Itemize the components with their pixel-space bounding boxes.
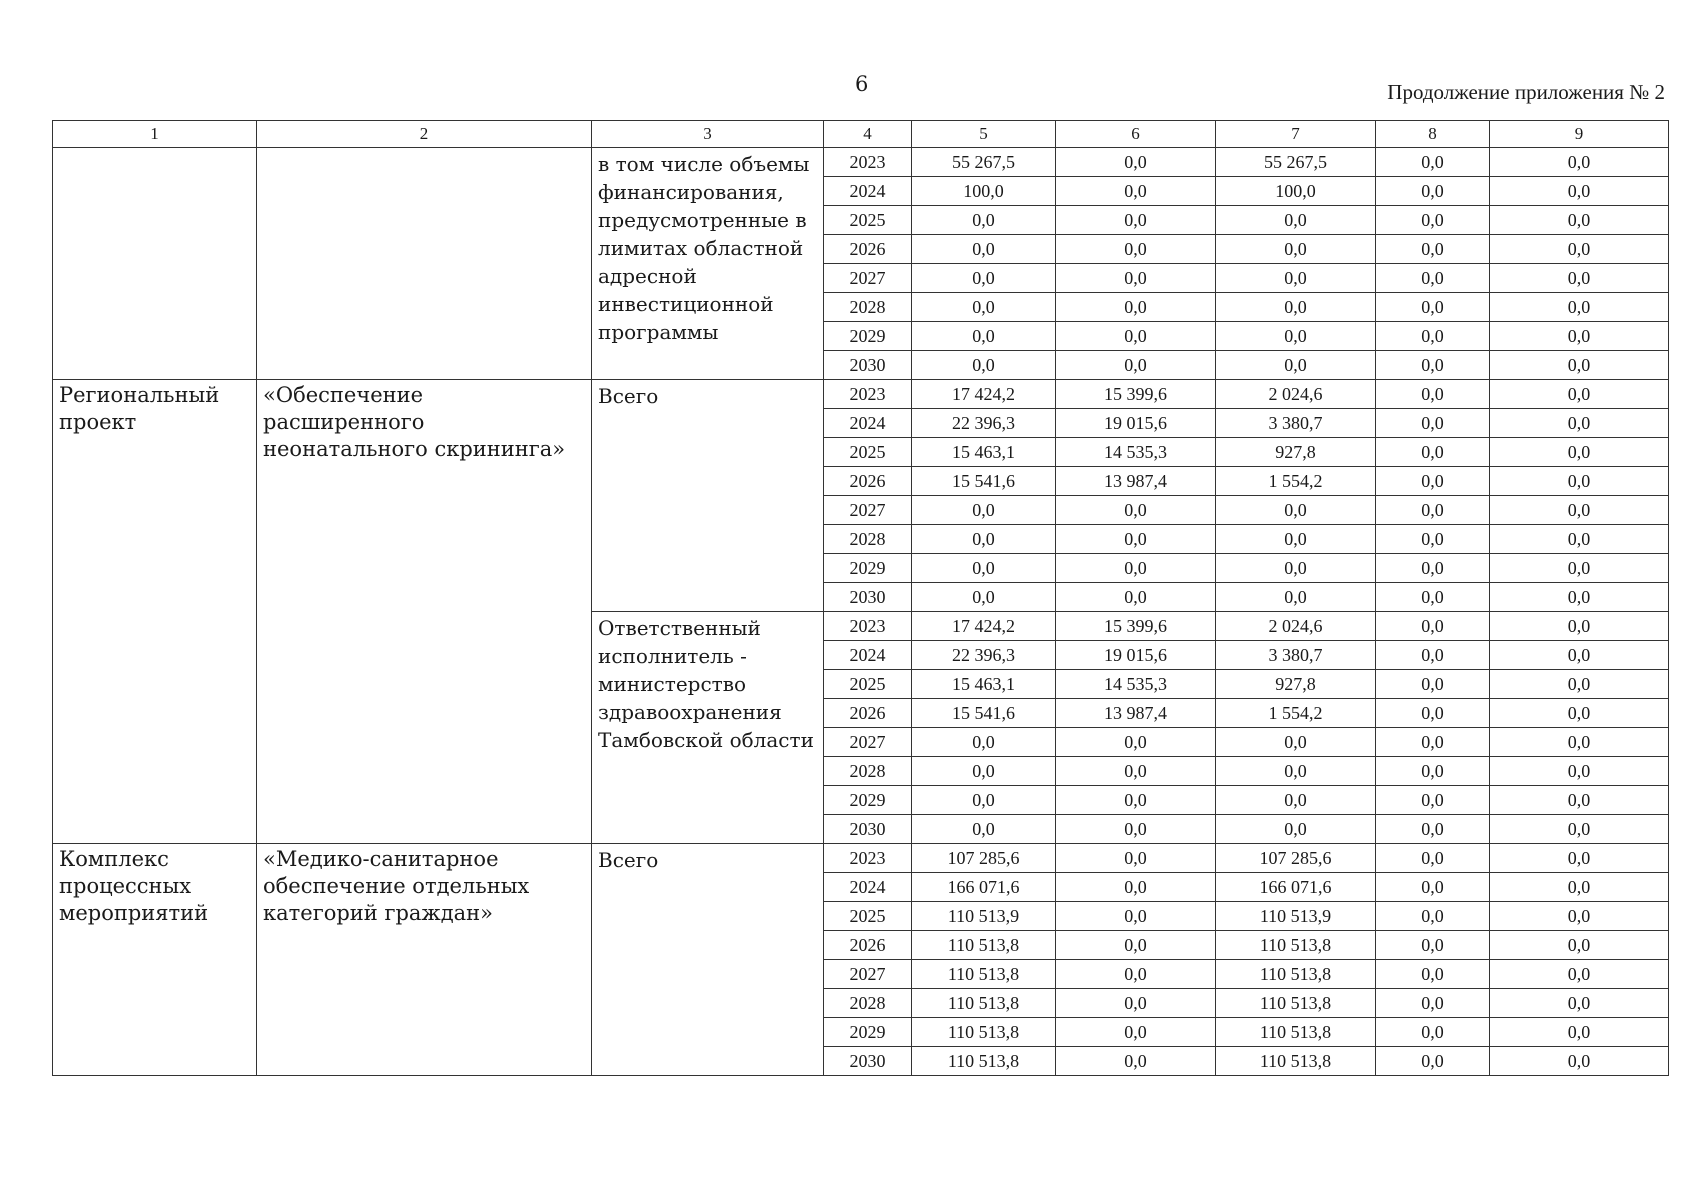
funding-source-cell: в том числе объемы финансирования, предусмотренные в лимитах областной адресной инвестиционной программы (592, 148, 824, 380)
funding-source-cell: Всего (592, 380, 824, 612)
year-cell: 2030 (824, 351, 912, 380)
amount-cell: 0,0 (1490, 670, 1669, 699)
amount-cell: 0,0 (1490, 409, 1669, 438)
amount-cell: 0,0 (1216, 496, 1376, 525)
amount-cell: 0,0 (912, 554, 1056, 583)
year-cell: 2024 (824, 409, 912, 438)
amount-cell: 0,0 (1376, 496, 1490, 525)
amount-cell: 110 513,8 (1216, 989, 1376, 1018)
amount-cell: 0,0 (912, 206, 1056, 235)
amount-cell: 0,0 (1376, 583, 1490, 612)
amount-cell: 0,0 (1056, 264, 1216, 293)
amount-cell: 0,0 (1376, 815, 1490, 844)
amount-cell: 0,0 (912, 757, 1056, 786)
amount-cell: 13 987,4 (1056, 467, 1216, 496)
column-header: 2 (257, 121, 592, 148)
amount-cell: 0,0 (1490, 583, 1669, 612)
year-cell: 2030 (824, 583, 912, 612)
year-cell: 2026 (824, 931, 912, 960)
amount-cell: 0,0 (1216, 815, 1376, 844)
amount-cell: 927,8 (1216, 670, 1376, 699)
amount-cell: 0,0 (1056, 148, 1216, 177)
amount-cell: 17 424,2 (912, 612, 1056, 641)
amount-cell: 0,0 (1376, 641, 1490, 670)
year-cell: 2030 (824, 815, 912, 844)
table-row (53, 148, 1669, 177)
amount-cell: 927,8 (1216, 438, 1376, 467)
amount-cell: 0,0 (912, 264, 1056, 293)
amount-cell: 0,0 (1490, 641, 1669, 670)
amount-cell: 0,0 (1056, 902, 1216, 931)
amount-cell: 0,0 (1376, 728, 1490, 757)
amount-cell: 0,0 (1056, 989, 1216, 1018)
year-cell: 2024 (824, 641, 912, 670)
amount-cell: 110 513,9 (912, 902, 1056, 931)
year-cell: 2024 (824, 177, 912, 206)
year-cell: 2025 (824, 206, 912, 235)
amount-cell: 0,0 (1490, 1047, 1669, 1076)
year-cell: 2023 (824, 612, 912, 641)
amount-cell: 3 380,7 (1216, 409, 1376, 438)
amount-cell: 0,0 (1056, 206, 1216, 235)
amount-cell: 0,0 (912, 496, 1056, 525)
amount-cell: 0,0 (1490, 844, 1669, 873)
amount-cell: 0,0 (1376, 438, 1490, 467)
amount-cell: 110 513,8 (1216, 960, 1376, 989)
amount-cell: 0,0 (1490, 931, 1669, 960)
column-header: 4 (824, 121, 912, 148)
amount-cell: 15 541,6 (912, 699, 1056, 728)
column-header: 1 (53, 121, 257, 148)
amount-cell: 110 513,8 (912, 989, 1056, 1018)
amount-cell: 0,0 (1376, 293, 1490, 322)
amount-cell: 0,0 (1376, 235, 1490, 264)
year-cell: 2029 (824, 554, 912, 583)
amount-cell: 0,0 (1376, 699, 1490, 728)
event-name-cell: «Медико-санитарное обеспечение отдельных категорий граждан» (257, 844, 592, 1076)
amount-cell: 15 399,6 (1056, 380, 1216, 409)
year-cell: 2026 (824, 467, 912, 496)
column-header: 3 (592, 121, 824, 148)
amount-cell: 0,0 (1490, 496, 1669, 525)
amount-cell: 0,0 (1490, 873, 1669, 902)
amount-cell: 0,0 (1490, 554, 1669, 583)
year-cell: 2023 (824, 844, 912, 873)
amount-cell: 100,0 (912, 177, 1056, 206)
amount-cell: 0,0 (1490, 438, 1669, 467)
amount-cell: 0,0 (1376, 148, 1490, 177)
amount-cell: 2 024,6 (1216, 380, 1376, 409)
amount-cell: 0,0 (1376, 670, 1490, 699)
year-cell: 2027 (824, 728, 912, 757)
amount-cell: 17 424,2 (912, 380, 1056, 409)
amount-cell: 1 554,2 (1216, 467, 1376, 496)
amount-cell: 110 513,8 (1216, 1018, 1376, 1047)
year-cell: 2028 (824, 525, 912, 554)
column-header: 7 (1216, 121, 1376, 148)
amount-cell: 0,0 (1490, 612, 1669, 641)
amount-cell: 0,0 (1376, 467, 1490, 496)
amount-cell: 0,0 (1216, 786, 1376, 815)
amount-cell: 0,0 (1216, 264, 1376, 293)
amount-cell: 0,0 (912, 728, 1056, 757)
amount-cell: 0,0 (912, 322, 1056, 351)
amount-cell: 0,0 (1376, 1018, 1490, 1047)
amount-cell: 22 396,3 (912, 641, 1056, 670)
amount-cell: 0,0 (1216, 293, 1376, 322)
column-header: 9 (1490, 121, 1669, 148)
amount-cell: 166 071,6 (912, 873, 1056, 902)
amount-cell: 0,0 (1216, 583, 1376, 612)
year-cell: 2028 (824, 989, 912, 1018)
amount-cell: 107 285,6 (1216, 844, 1376, 873)
table-row (53, 380, 1669, 409)
amount-cell: 0,0 (912, 786, 1056, 815)
year-cell: 2027 (824, 264, 912, 293)
amount-cell: 1 554,2 (1216, 699, 1376, 728)
amount-cell: 0,0 (1376, 206, 1490, 235)
amount-cell: 55 267,5 (912, 148, 1056, 177)
amount-cell: 19 015,6 (1056, 641, 1216, 670)
amount-cell: 0,0 (1490, 206, 1669, 235)
amount-cell: 0,0 (1490, 525, 1669, 554)
amount-cell: 0,0 (1376, 757, 1490, 786)
amount-cell: 110 513,8 (912, 1047, 1056, 1076)
amount-cell: 0,0 (1376, 612, 1490, 641)
amount-cell: 166 071,6 (1216, 873, 1376, 902)
event-type-cell: Региональный проект (53, 380, 257, 844)
amount-cell: 0,0 (1056, 351, 1216, 380)
amount-cell: 0,0 (1056, 960, 1216, 989)
column-header: 6 (1056, 121, 1216, 148)
amount-cell: 0,0 (1490, 1018, 1669, 1047)
year-cell: 2025 (824, 902, 912, 931)
amount-cell: 0,0 (1376, 554, 1490, 583)
column-header: 8 (1376, 121, 1490, 148)
amount-cell: 110 513,9 (1216, 902, 1376, 931)
amount-cell: 0,0 (1056, 873, 1216, 902)
amount-cell: 0,0 (1490, 293, 1669, 322)
amount-cell: 0,0 (1490, 322, 1669, 351)
year-cell: 2026 (824, 235, 912, 264)
amount-cell: 3 380,7 (1216, 641, 1376, 670)
year-cell: 2025 (824, 670, 912, 699)
amount-cell: 0,0 (912, 525, 1056, 554)
amount-cell: 110 513,8 (912, 1018, 1056, 1047)
amount-cell: 13 987,4 (1056, 699, 1216, 728)
amount-cell: 0,0 (1490, 902, 1669, 931)
amount-cell: 14 535,3 (1056, 438, 1216, 467)
amount-cell: 0,0 (1376, 525, 1490, 554)
amount-cell: 22 396,3 (912, 409, 1056, 438)
amount-cell: 0,0 (1216, 322, 1376, 351)
amount-cell: 15 463,1 (912, 438, 1056, 467)
amount-cell: 110 513,8 (1216, 931, 1376, 960)
amount-cell: 0,0 (1216, 351, 1376, 380)
page-number: 6 (855, 72, 869, 96)
year-cell: 2028 (824, 757, 912, 786)
amount-cell: 0,0 (1490, 728, 1669, 757)
amount-cell: 0,0 (912, 583, 1056, 612)
amount-cell: 0,0 (912, 351, 1056, 380)
amount-cell: 0,0 (1376, 264, 1490, 293)
amount-cell: 0,0 (1056, 322, 1216, 351)
year-cell: 2023 (824, 148, 912, 177)
table-body (53, 148, 1669, 1076)
amount-cell: 0,0 (1216, 728, 1376, 757)
amount-cell: 0,0 (1490, 148, 1669, 177)
amount-cell: 0,0 (1056, 815, 1216, 844)
year-cell: 2024 (824, 873, 912, 902)
amount-cell: 0,0 (1056, 728, 1216, 757)
amount-cell: 0,0 (1376, 409, 1490, 438)
amount-cell: 0,0 (1056, 235, 1216, 264)
amount-cell: 0,0 (1056, 844, 1216, 873)
year-cell: 2028 (824, 293, 912, 322)
amount-cell: 0,0 (1490, 264, 1669, 293)
amount-cell: 0,0 (1376, 1047, 1490, 1076)
amount-cell: 0,0 (1376, 931, 1490, 960)
amount-cell: 0,0 (1376, 177, 1490, 206)
amount-cell: 107 285,6 (912, 844, 1056, 873)
amount-cell: 0,0 (1490, 699, 1669, 728)
funding-source-cell: Ответственный исполнитель - министерство здравоохранения Тамбовской области (592, 612, 824, 844)
amount-cell: 0,0 (1376, 786, 1490, 815)
amount-cell: 0,0 (1056, 525, 1216, 554)
financing-table (52, 120, 1669, 1076)
amount-cell: 0,0 (1490, 815, 1669, 844)
amount-cell: 0,0 (912, 815, 1056, 844)
amount-cell: 15 399,6 (1056, 612, 1216, 641)
year-cell: 2029 (824, 1018, 912, 1047)
amount-cell: 55 267,5 (1216, 148, 1376, 177)
funding-source-cell: Всего (592, 844, 824, 1076)
amount-cell: 0,0 (1490, 989, 1669, 1018)
year-cell: 2026 (824, 699, 912, 728)
amount-cell: 0,0 (1490, 960, 1669, 989)
amount-cell: 0,0 (1216, 206, 1376, 235)
amount-cell: 0,0 (1056, 757, 1216, 786)
amount-cell: 2 024,6 (1216, 612, 1376, 641)
amount-cell: 0,0 (1490, 786, 1669, 815)
column-header: 5 (912, 121, 1056, 148)
appendix-continuation-note: Продолжение приложения № 2 (1387, 80, 1665, 104)
amount-cell: 0,0 (1056, 1018, 1216, 1047)
amount-cell: 0,0 (1490, 380, 1669, 409)
year-cell: 2030 (824, 1047, 912, 1076)
column-number-row (53, 121, 1669, 148)
amount-cell: 0,0 (1490, 351, 1669, 380)
amount-cell: 0,0 (1056, 177, 1216, 206)
amount-cell: 0,0 (1056, 554, 1216, 583)
table-row (53, 844, 1669, 873)
amount-cell: 0,0 (1056, 1047, 1216, 1076)
amount-cell: 0,0 (1216, 235, 1376, 264)
amount-cell: 0,0 (1490, 757, 1669, 786)
amount-cell: 0,0 (1376, 380, 1490, 409)
year-cell: 2027 (824, 496, 912, 525)
year-cell: 2023 (824, 380, 912, 409)
amount-cell: 15 463,1 (912, 670, 1056, 699)
amount-cell: 0,0 (1056, 786, 1216, 815)
amount-cell: 14 535,3 (1056, 670, 1216, 699)
amount-cell: 15 541,6 (912, 467, 1056, 496)
amount-cell: 0,0 (1376, 351, 1490, 380)
amount-cell: 0,0 (1056, 293, 1216, 322)
amount-cell: 0,0 (1376, 989, 1490, 1018)
year-cell: 2027 (824, 960, 912, 989)
event-name-cell (257, 148, 592, 380)
event-type-cell: Комплекс процессных мероприятий (53, 844, 257, 1076)
amount-cell: 19 015,6 (1056, 409, 1216, 438)
amount-cell: 0,0 (1056, 583, 1216, 612)
amount-cell: 0,0 (1376, 322, 1490, 351)
event-name-cell: «Обеспечение расширенного неонатального скрининга» (257, 380, 592, 844)
amount-cell: 110 513,8 (1216, 1047, 1376, 1076)
amount-cell: 100,0 (1216, 177, 1376, 206)
amount-cell: 0,0 (1490, 235, 1669, 264)
amount-cell: 0,0 (1216, 525, 1376, 554)
amount-cell: 0,0 (1216, 757, 1376, 786)
year-cell: 2029 (824, 786, 912, 815)
year-cell: 2029 (824, 322, 912, 351)
amount-cell: 0,0 (1490, 467, 1669, 496)
event-type-cell (53, 148, 257, 380)
amount-cell: 0,0 (1376, 873, 1490, 902)
amount-cell: 110 513,8 (912, 960, 1056, 989)
amount-cell: 110 513,8 (912, 931, 1056, 960)
year-cell: 2025 (824, 438, 912, 467)
amount-cell: 0,0 (1056, 496, 1216, 525)
amount-cell: 0,0 (1490, 177, 1669, 206)
amount-cell: 0,0 (912, 235, 1056, 264)
amount-cell: 0,0 (1376, 844, 1490, 873)
amount-cell: 0,0 (912, 293, 1056, 322)
amount-cell: 0,0 (1376, 960, 1490, 989)
amount-cell: 0,0 (1216, 554, 1376, 583)
amount-cell: 0,0 (1376, 902, 1490, 931)
amount-cell: 0,0 (1056, 931, 1216, 960)
